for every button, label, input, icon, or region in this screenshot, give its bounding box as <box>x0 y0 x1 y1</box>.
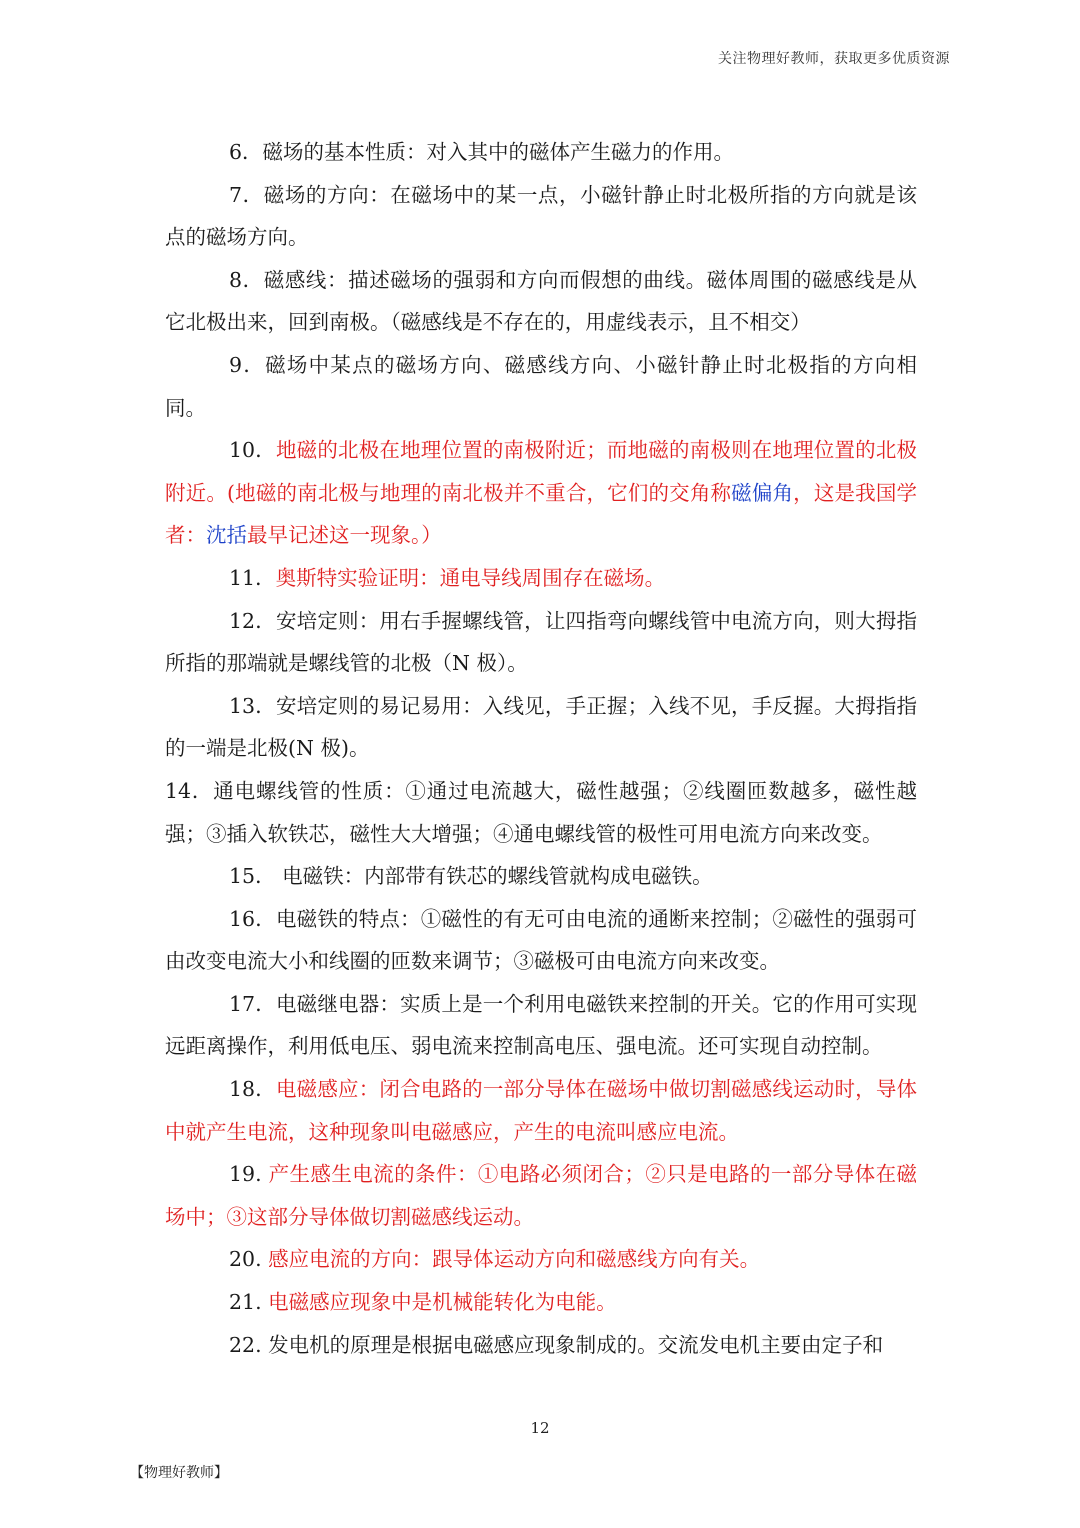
paragraph-15 <box>165 855 917 898</box>
paragraph-text: 12．安培定则：用右手握螺线管，让四指弯向螺线管中电流方向，则大拇指所指的那端就是螺线管的北极（N 极）。 <box>165 608 917 676</box>
paragraph-text: 9．磁场中某点的磁场方向、磁感线方向、小磁针静止时北极指的方向相同。 <box>165 352 917 420</box>
highlight-red-text: 感应电流的方向：跟导体运动方向和磁感线方向有关。 <box>268 1247 761 1272</box>
paragraph-18 <box>165 1068 917 1153</box>
paragraph-number: 10． <box>229 438 276 463</box>
paragraph-text: 8．磁感线：描述磁场的强弱和方向而假想的曲线。磁体周围的磁感线是从它北极出来，回到南极。（磁感线是不存在的，用虚线表示，且不相交） <box>165 267 917 335</box>
paragraph-text: 16．电磁铁的特点：①磁性的有无可由电流的通断来控制；②磁性的强弱可由改变电流大小和线圈的匝数来调节；③磁极可由电流方向来改变。 <box>165 906 917 974</box>
paragraph-19 <box>165 1153 917 1238</box>
highlight-red-text: 地磁的北极在地理位置的南极附近；而地磁的南极则在地理位置的北极附近。(地磁的南北极与地理的南北极并不重合，它们的交角称 <box>165 438 918 505</box>
paragraph-text: 13．安培定则的易记易用：入线见，手正握；入线不见，手反握。大拇指指的一端是北极(N 极)。 <box>165 693 917 761</box>
paragraph-7 <box>165 174 917 259</box>
highlight-blue-term: 沈括 <box>206 523 247 548</box>
paragraph-text: 17．电磁继电器：实质上是一个利用电磁铁来控制的开关。它的作用可实现远距离操作，利用低电压、弱电流来控制高电压、强电流。还可实现自动控制。 <box>165 991 917 1059</box>
paragraph-20 <box>165 1238 917 1281</box>
paragraph-17 <box>165 983 917 1068</box>
page-number: 12 <box>530 1419 550 1437</box>
highlight-red-text: 最早记述这一现象。） <box>247 523 442 548</box>
paragraph-10 <box>165 429 917 557</box>
highlight-red-text: 产生感生电流的条件：①电路必须闭合；②只是电路的一部分导体在磁场中；③这部分导体做切割磁感线运动。 <box>165 1162 918 1229</box>
paragraph-number: 21. <box>229 1290 269 1315</box>
highlight-blue-term: 磁偏角 <box>731 480 794 505</box>
paragraph-text: 22. 发电机的原理是根据电磁感应现象制成的。交流发电机主要由定子和 <box>229 1332 884 1357</box>
paragraph-text: 6．磁场的基本性质：对入其中的磁体产生磁力的作用。 <box>229 140 735 164</box>
highlight-red-text: 电磁感应现象中是机械能转化为电能。 <box>268 1290 617 1315</box>
paragraph-12 <box>165 600 917 685</box>
paragraph-number: 18． <box>229 1077 276 1102</box>
paragraph-6 <box>165 131 917 174</box>
paragraph-number: 19. <box>229 1162 269 1187</box>
paragraph-number: 20. <box>229 1247 269 1272</box>
paragraph-number: 11． <box>229 565 276 590</box>
paragraph-22 <box>165 1324 917 1367</box>
page-header: 关注物理好教师，获取更多优质资源 <box>718 51 950 67</box>
paragraph-11 <box>165 557 917 600</box>
paragraph-8 <box>165 259 917 344</box>
paragraph-14 <box>165 770 917 855</box>
paragraph-16 <box>165 898 917 983</box>
paragraph-text: 7．磁场的方向：在磁场中的某一点，小磁针静止时北极所指的方向就是该点的磁场方向。 <box>165 182 917 250</box>
paragraph-13 <box>165 685 917 770</box>
paragraph-text: 14．通电螺线管的性质：①通过电流越大，磁性越强；②线圈匝数越多，磁性越强；③插入软铁芯，磁性大大增强；④通电螺线管的极性可用电流方向来改变。 <box>165 778 917 846</box>
footer-watermark: 【物理好教师】 <box>130 1465 228 1481</box>
document-body <box>165 131 917 1366</box>
highlight-red-text: 电磁感应：闭合电路的一部分导体在磁场中做切割磁感线运动时，导体中就产生电流，这种现象叫电磁感应，产生的电流叫感应电流。 <box>165 1077 918 1144</box>
paragraph-text: 15． 电磁铁：内部带有铁芯的螺线管就构成电磁铁。 <box>229 864 713 889</box>
highlight-red-text: 奥斯特实验证明：通电导线周围存在磁场。 <box>275 565 666 590</box>
highlight-red-text: ，这是我国学者： <box>165 480 918 548</box>
paragraph-9 <box>165 344 917 429</box>
paragraph-21 <box>165 1281 917 1324</box>
